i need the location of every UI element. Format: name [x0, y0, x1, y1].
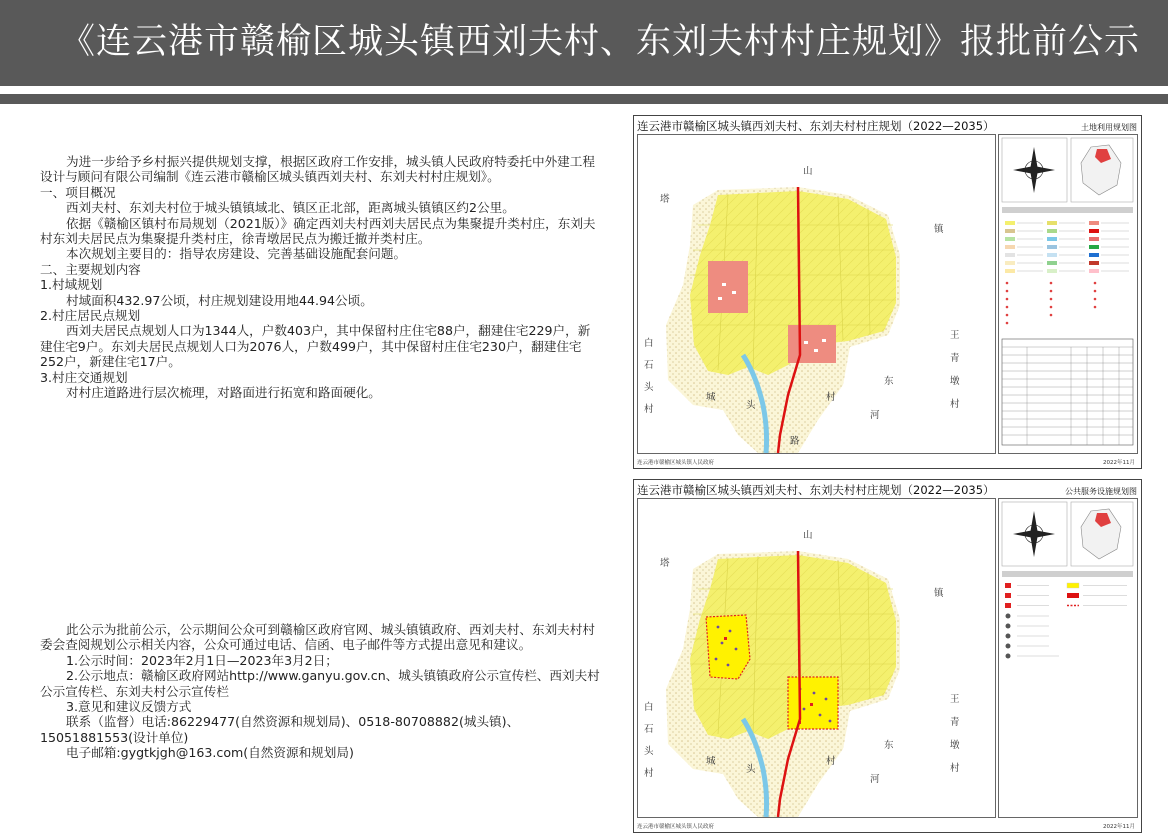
- map-title: 连云港市赣榆区城头镇西刘夫村、东刘夫村村庄规划（2022—2035）: [637, 483, 995, 497]
- map-canvas: [637, 134, 996, 454]
- place-label: 路: [790, 436, 800, 447]
- place-label: 王: [950, 694, 960, 705]
- map-canvas: [637, 498, 996, 818]
- place-label: 村: [644, 768, 654, 779]
- map-footer-right: 2022年11月: [1103, 460, 1135, 466]
- place-label: 墩: [950, 740, 960, 751]
- map-graphic: [638, 135, 995, 453]
- west-settlement: [708, 261, 748, 313]
- place-label: 墩: [950, 376, 960, 387]
- publicity-time: 1.公示时间：2023年2月1日—2023年3月2日；: [66, 652, 338, 668]
- header-banner: [0, 0, 1168, 86]
- place-label: 河: [870, 410, 880, 421]
- publicity-place: 2.公示地点：赣榆区政府网站http://www.ganyu.gov.cn、城头镇镇政府公示宣传栏、西刘夫村公示宣传栏、东刘夫村公示宣传栏: [40, 668, 600, 699]
- map-type-label: 公共服务设施规划图: [1065, 487, 1137, 496]
- east-settlement: [788, 325, 836, 363]
- place-label: 村: [950, 399, 960, 410]
- section-2-1-text: 村域面积432.97公顷，村庄规划建设用地44.94公顷。: [66, 292, 373, 308]
- section-2-3-heading: 3.村庄交通规划: [40, 369, 128, 385]
- place-label: 青: [950, 353, 960, 364]
- map-legend: [998, 134, 1138, 454]
- place-label: 东: [884, 740, 894, 751]
- place-label: 镇: [934, 588, 944, 599]
- publicity-paragraph: 此公示为批前公示，公示期间公众可到赣榆区政府官网、城头镇镇政府、西刘夫村、东刘夫村村委会查阅规划公示相关内容，公众可通过电话、信函、电子邮件等方式提出意见和建议。: [40, 622, 595, 653]
- section-1-heading: 一、项目概况: [40, 184, 116, 200]
- section-1-basis: 依据《赣榆区镇村布局规划（2021版）》确定西刘夫村西刘夫居民点为集聚提升类村庄，东刘夫村东刘夫居民点为集聚提升类村庄，徐青墩居民点为搬迁撤并类村庄。: [40, 215, 596, 247]
- contact-phone: 联系（监督）电话:86229477(自然资源和规划局)、0518-80708882(城头镇)、15051881553(设计单位): [40, 714, 520, 745]
- legend-graphic: [999, 135, 1137, 453]
- land-use-plan-map: [633, 115, 1142, 469]
- place-label: 头: [644, 382, 654, 393]
- place-label: 青: [950, 717, 960, 728]
- publicity-body: [40, 622, 600, 761]
- section-2-3-text: 对村庄道路进行层次梳理，对路面进行拓宽和路面硬化。: [66, 385, 381, 401]
- place-label: 山: [803, 530, 813, 541]
- place-label: 村: [644, 404, 654, 415]
- place-label: 镇: [934, 224, 944, 235]
- map-graphic: [638, 499, 995, 817]
- place-label: 塔: [660, 194, 670, 205]
- header-divider: [0, 94, 1168, 104]
- place-label: 东: [884, 376, 894, 387]
- page-title: 《连云港市赣榆区城头镇西刘夫村、东刘夫村村庄规划》报批前公示: [60, 22, 1141, 62]
- place-label: 城: [706, 392, 716, 403]
- place-label: 山: [803, 166, 813, 177]
- map-legend: [998, 498, 1138, 818]
- place-label: 河: [870, 774, 880, 785]
- west-settlement: [706, 615, 750, 679]
- place-label: 白: [644, 338, 654, 349]
- place-label: 城: [706, 756, 716, 767]
- place-label: 石: [644, 724, 654, 735]
- place-label: 塔: [660, 558, 670, 569]
- section-2-2-heading: 2.村庄居民点规划: [40, 308, 141, 324]
- map-footer-right: 2022年11月: [1103, 824, 1135, 830]
- map-footer-left: 连云港市赣榆区城头镇人民政府: [637, 460, 715, 466]
- map-title: 连云港市赣榆区城头镇西刘夫村、东刘夫村村庄规划（2022—2035）: [637, 119, 995, 133]
- intro-paragraph: 为进一步给予乡村振兴提供规划支撑，根据区政府工作安排，城头镇人民政府特委托中外建工程设计与顾问有限公司编制《连云港市赣榆区城头镇西刘夫村、东刘夫村村庄规划》。: [40, 154, 595, 185]
- place-label: 村: [826, 756, 836, 767]
- place-label: 石: [644, 360, 654, 371]
- place-label: 头: [644, 746, 654, 757]
- section-2-1-heading: 1.村域规划: [40, 277, 103, 293]
- place-label: 村: [950, 763, 960, 774]
- legend-graphic: [999, 499, 1137, 817]
- place-label: 头: [746, 400, 756, 411]
- contact-email: 电子邮箱:gygtkjgh@163.com(自然资源和规划局): [66, 745, 354, 761]
- place-label: 王: [950, 330, 960, 341]
- section-1-location: 西刘夫村、东刘夫村位于城头镇镇域北、镇区正北部，距离城头镇镇区约2公里。: [66, 200, 515, 216]
- section-2-2-text: 西刘夫居民点规划人口为1344人，户数403户，其中保留村庄住宅88户，翻建住宅229户，新建住宅9户。东刘夫居民点规划人口为2076人，户数499户，其中保留村庄住宅230户，翻建住宅252户，新建住宅17户。: [40, 323, 591, 370]
- section-1-purpose: 本次规划主要目的：指导农房建设、完善基础设施配套问题。: [66, 246, 407, 262]
- notice-body: [40, 154, 600, 401]
- map-footer-left: 连云港市赣榆区城头镇人民政府: [637, 824, 715, 830]
- place-label: 头: [746, 764, 756, 775]
- map-type-label: 土地利用规划图: [1081, 123, 1137, 132]
- place-label: 白: [644, 702, 654, 713]
- public-service-plan-map: [633, 479, 1142, 833]
- place-label: 村: [826, 392, 836, 403]
- feedback-heading: 3.意见和建议反馈方式: [66, 699, 192, 715]
- section-2-heading: 二、主要规划内容: [40, 261, 141, 277]
